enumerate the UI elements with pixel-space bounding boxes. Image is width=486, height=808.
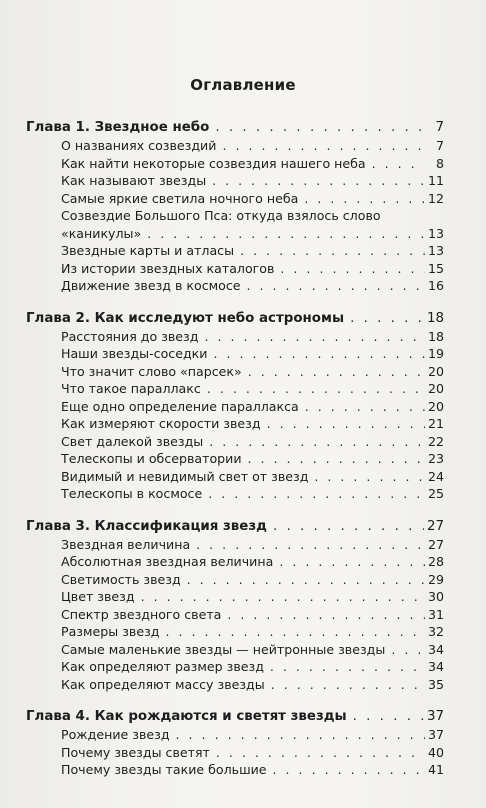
page-number: 29 [427, 571, 444, 587]
page-number: 22 [427, 433, 444, 449]
toc-entry[interactable] [26, 468, 444, 486]
dot-leader [270, 658, 425, 676]
dot-leader [207, 380, 425, 398]
page-number: 25 [427, 486, 444, 501]
entry-title: Почему звезды светят [61, 744, 210, 760]
toc-entry[interactable] [26, 536, 444, 554]
dot-leader [216, 744, 425, 762]
page-number: 20 [427, 381, 444, 396]
toc-entry[interactable] [26, 485, 444, 503]
toc-entry[interactable] [26, 641, 444, 659]
toc-entry[interactable] [26, 137, 444, 155]
toc-entry[interactable] [26, 380, 444, 398]
dot-leader [247, 277, 425, 295]
entry-title: Самые маленькие звезды — нейтронные звезды [61, 641, 386, 657]
toc-entry[interactable] [26, 155, 444, 173]
entry-title: Светимость звезд [61, 571, 181, 587]
entry-title-line1: Созвездие Большого Пса: откуда взялось слово [61, 208, 381, 223]
chapter-4 [26, 707, 444, 779]
dot-leader [280, 260, 425, 278]
toc-entry[interactable] [26, 328, 444, 346]
page-number: 19 [427, 346, 444, 361]
dot-leader [353, 707, 424, 726]
chapter-title: Глава 1. Звездное небо [26, 120, 210, 135]
page-number: 7 [435, 138, 444, 153]
dot-leader [248, 450, 425, 468]
toc-entry[interactable] [26, 744, 444, 762]
dot-leader [215, 118, 425, 137]
dot-leader [248, 363, 425, 381]
dot-leader [222, 137, 425, 155]
page-number: 37 [426, 709, 444, 724]
entry-title: Спектр звездного света [61, 606, 222, 622]
page-number: 16 [427, 278, 444, 293]
page-number: 35 [427, 676, 444, 692]
entry-title: Телескопы в космосе [61, 486, 203, 501]
entry-title: Абсолютная звездная величина [61, 554, 274, 569]
table-of-contents [26, 118, 444, 793]
dot-leader [240, 242, 425, 260]
page-number: 18 [427, 328, 444, 344]
toc-entry[interactable] [26, 726, 444, 744]
entry-title: Рождение звезд [61, 727, 170, 742]
page-number: 13 [427, 243, 444, 258]
dot-leader [304, 190, 425, 208]
dot-leader [209, 433, 425, 451]
entry-title: Звездная величина [61, 536, 191, 552]
dot-leader [271, 676, 425, 694]
entry-title: Как измеряют скорости звезд [61, 416, 261, 431]
entry-title: Как называют звезды [61, 173, 207, 188]
page-number: 18 [426, 310, 444, 326]
page-number: 20 [427, 398, 444, 414]
page-number: 30 [427, 589, 444, 604]
toc-entry[interactable] [26, 450, 444, 468]
entry-line2 [61, 225, 444, 243]
page-number: 34 [427, 659, 444, 674]
toc-entry[interactable] [26, 260, 444, 278]
dot-leader [391, 641, 425, 659]
dot-leader [267, 415, 425, 433]
toc-entry[interactable] [26, 761, 444, 779]
chapter-title: Глава 4. Как рождаются и светят звезды [26, 709, 347, 724]
chapter-1 [26, 118, 444, 295]
dot-leader [213, 345, 425, 363]
toc-entry[interactable] [26, 172, 444, 190]
toc-entry[interactable] [26, 606, 444, 624]
page-number: 7 [435, 120, 444, 135]
page-number: 34 [427, 641, 444, 657]
chapter-title: Глава 3. Классификация звезд [26, 518, 267, 534]
dot-leader [141, 588, 425, 606]
page-number: 15 [427, 260, 444, 276]
dot-leader [196, 536, 425, 554]
toc-entry[interactable] [26, 658, 444, 676]
page-number: 12 [427, 190, 444, 206]
entry-title: Видимый и невидимый свет от звезд [61, 468, 309, 484]
dot-leader [305, 398, 425, 416]
chapter-heading[interactable] [26, 707, 444, 726]
dot-leader [147, 225, 425, 243]
toc-entry[interactable] [26, 363, 444, 381]
entry-title: Телескопы и обсерватории [61, 451, 242, 466]
entry-title: Что значит слово «парсек» [61, 363, 242, 379]
toc-entry[interactable] [26, 623, 444, 641]
dot-leader [279, 553, 425, 571]
toc-entry[interactable] [26, 277, 444, 295]
dot-leader [208, 485, 425, 503]
entry-title: Почему звезды такие большие [61, 762, 267, 777]
entry-title: Как определяют массу звезды [61, 676, 265, 692]
dot-leader [204, 328, 425, 346]
entry-title: О названиях созвездий [61, 138, 217, 153]
dot-leader [187, 571, 425, 589]
toc-entry[interactable] [26, 345, 444, 363]
entry-title-line2: «каникулы» [61, 225, 142, 241]
dot-leader [227, 606, 425, 624]
page-number: 27 [427, 536, 444, 552]
dot-leader [273, 761, 425, 779]
toc-entry[interactable] [26, 553, 444, 571]
toc-entry[interactable] [26, 588, 444, 606]
toc-entry[interactable] [26, 433, 444, 451]
page-number: 27 [426, 518, 444, 534]
chapter-heading[interactable] [26, 517, 444, 536]
chapter-title: Глава 2. Как исследуют небо астрономы [26, 310, 345, 326]
entry-title: Наши звезды-соседки [61, 346, 208, 361]
entry-title: Цвет звезд [61, 589, 135, 604]
entry-title: Размеры звезд [61, 624, 160, 639]
page-number: 40 [427, 744, 444, 760]
entry-title: Еще одно определение параллакса [61, 398, 299, 414]
toc-entry[interactable] [26, 571, 444, 589]
page-number: 41 [427, 762, 444, 777]
dot-leader [314, 468, 425, 486]
page-number: 32 [427, 624, 444, 639]
chapter-heading[interactable] [26, 118, 444, 137]
page-number: 20 [427, 363, 444, 379]
dot-leader [372, 155, 425, 173]
chapter-heading[interactable] [26, 309, 444, 328]
dot-leader [350, 309, 424, 328]
dot-leader [212, 172, 425, 190]
entry-title: Самые яркие светила ночного неба [61, 190, 299, 206]
toc-entry[interactable] [26, 415, 444, 433]
toc-entry[interactable] [26, 242, 444, 260]
dot-leader [176, 726, 425, 744]
page-title: Оглавление [190, 76, 296, 94]
chapter-2 [26, 309, 444, 503]
page-number: 31 [427, 606, 444, 622]
toc-entry[interactable] [26, 676, 444, 694]
page-number: 37 [427, 727, 444, 742]
page-number: 11 [427, 173, 444, 188]
toc-entry[interactable] [26, 190, 444, 208]
entry-title: Как найти некоторые созвездия нашего неба [61, 155, 366, 171]
entry-title: Расстояния до звезд [61, 328, 199, 344]
page-number: 23 [427, 451, 444, 466]
toc-entry[interactable] [26, 398, 444, 416]
entry-title: Движение звезд в космосе [61, 278, 241, 293]
page-number: 13 [427, 225, 444, 241]
toc-entry-multiline[interactable] [26, 207, 444, 242]
page-number: 21 [427, 416, 444, 431]
page-number: 8 [435, 155, 444, 171]
chapter-3 [26, 517, 444, 694]
page-number: 28 [427, 554, 444, 569]
entry-title: Как определяют размер звезд [61, 659, 264, 674]
entry-title: Звездные карты и атласы [61, 243, 235, 258]
dot-leader [273, 517, 424, 536]
entry-title: Свет далекой звезды [61, 433, 204, 449]
entry-title: Из истории звездных каталогов [61, 260, 275, 276]
entry-title: Что такое параллакс [61, 381, 201, 396]
page-number: 24 [427, 468, 444, 484]
dot-leader [165, 623, 425, 641]
